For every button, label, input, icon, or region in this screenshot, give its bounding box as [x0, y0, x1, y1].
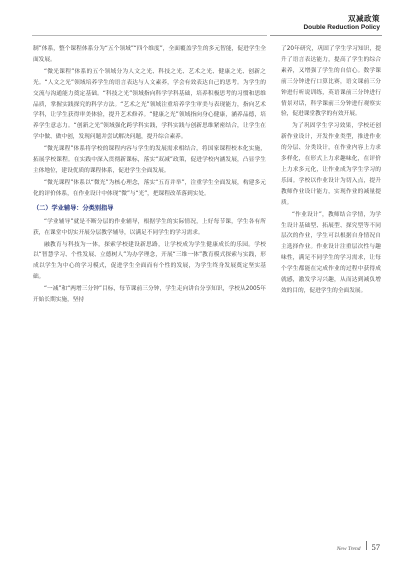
- paragraph: 了20年研究，巩固了学生学习知识，提升了语言表达能力，提高了学生的综合素养，又增强了学生的自信心。数学课前三分钟进行口算比赛，语文课前三分钟进行听说训练，英语课前三分钟进行情景对话，科学课前三分钟进行观察实验，促进课堂教学的有效开展。: [281, 46, 381, 118]
- footer-divider: [366, 541, 367, 550]
- paragraph: 为了巩固学生学习效果，学校还创新作业设计，开发作业类型，推进作业的分层、分类设计，在作业内容上力求多样化，在形式上力求趣味化，在评价上力求多元化，让作业成为学生学习的乐园。学校以作业设计为切入点，提升教师作业设计能力，实现作业的减量提质。: [281, 123, 381, 206]
- paragraph: “学业辅导”就是不断分层的作业辅导，根据学生的实际情况，上好每节课，学生各有所获，在课堂中切实开展分层教学辅导，以满足不同学生的学习需求。: [33, 218, 266, 236]
- running-header: [303, 14, 380, 32]
- section-title-english: Double Reduction Policy: [303, 24, 380, 31]
- section-heading: （二）学业辅导：分类别指导: [33, 204, 114, 212]
- magazine-name: New Trend: [336, 546, 361, 552]
- right-column: [281, 44, 381, 298]
- paragraph: “作业设计”，教师结合学情，为学生设计基础型、拓展型、探究型等不同层次的作业，学生可以根据自身情况自主选择作业。作业设计注重层次性与趣味性，满足不同学生的学习需求，让每个学生都能在完成作业的过程中获得成就感，激发学习兴趣，从而达到减负增效的目的，促进学生的全面发展。: [281, 211, 381, 294]
- paragraph: 融教育与科技为一体，探索学校建设新思路，让学校成为学生健康成长的乐园。学校以“智慧学习、个性发展、立德树人”为办学理念，开展“三维一体”教育模式探索与实践，形成以学生为中心的学习模式，促进学生全面而有个性的发展，为学生终身发展奠定坚实基础。: [33, 241, 266, 281]
- page-number: 57: [371, 542, 380, 552]
- left-column: [33, 44, 266, 307]
- paragraph: “微光课程”体系的五个领域分为人文之光、科技之光、艺术之光、健康之光、创新之光。“人文之光”领域培养学生的语言表达与人文素养，学会有效表达自己的思考。为学生的交流与沟通能力奠定基础。“科技之光”领域指向科学学科基础，培养积极思考的习惯和思维品质，掌握实践探究的科学方法。“艺术之光”领域注重培养学生审美与表现能力，指向艺术学科，让学生获得审美体验，提升艺术修养。“健康之光”领域指向身心健康，涵养品德，培养学生意志力。“创新之光”领域强化跨学科实践，学科实践与创新思维紧密结合，让学生在学中做、做中创，发现问题并尝试解决问题，提升综合素养。: [33, 68, 266, 141]
- paragraph: “微光课程”体系将学校的课程内容与学生的发展需求相结合，将国家课程校本化实施，拓展学校课程。在实践中深入贯彻新课标，落实“双减”政策，促进学校内涵发展，凸显学生主体地位，建设优质的课程体系，促进学生全面发展。: [33, 146, 266, 174]
- header-divider-left: [32, 35, 267, 36]
- page-footer: [337, 541, 380, 552]
- section-title: 双减政策: [348, 14, 380, 23]
- paragraph: 制”体系，整个课程体系分为“五个领域”“四个维度”，全面覆盖学生的多元智能，促进学生全面发展。: [33, 46, 266, 63]
- paragraph: “微光课程”体系以“微光”为核心理念，落实“五育并举”，注重学生全面发展，构建多元化的评价体系，在作业设计中体现“微”与“光”，把课程改革落到实处。: [33, 179, 266, 197]
- header-divider-right: [270, 35, 382, 36]
- paragraph: “一减”和“两增三分钟”目标，每节课前三分钟，学生走向讲台分享知识，学校从2005年开始长期实施，坚持: [33, 286, 266, 304]
